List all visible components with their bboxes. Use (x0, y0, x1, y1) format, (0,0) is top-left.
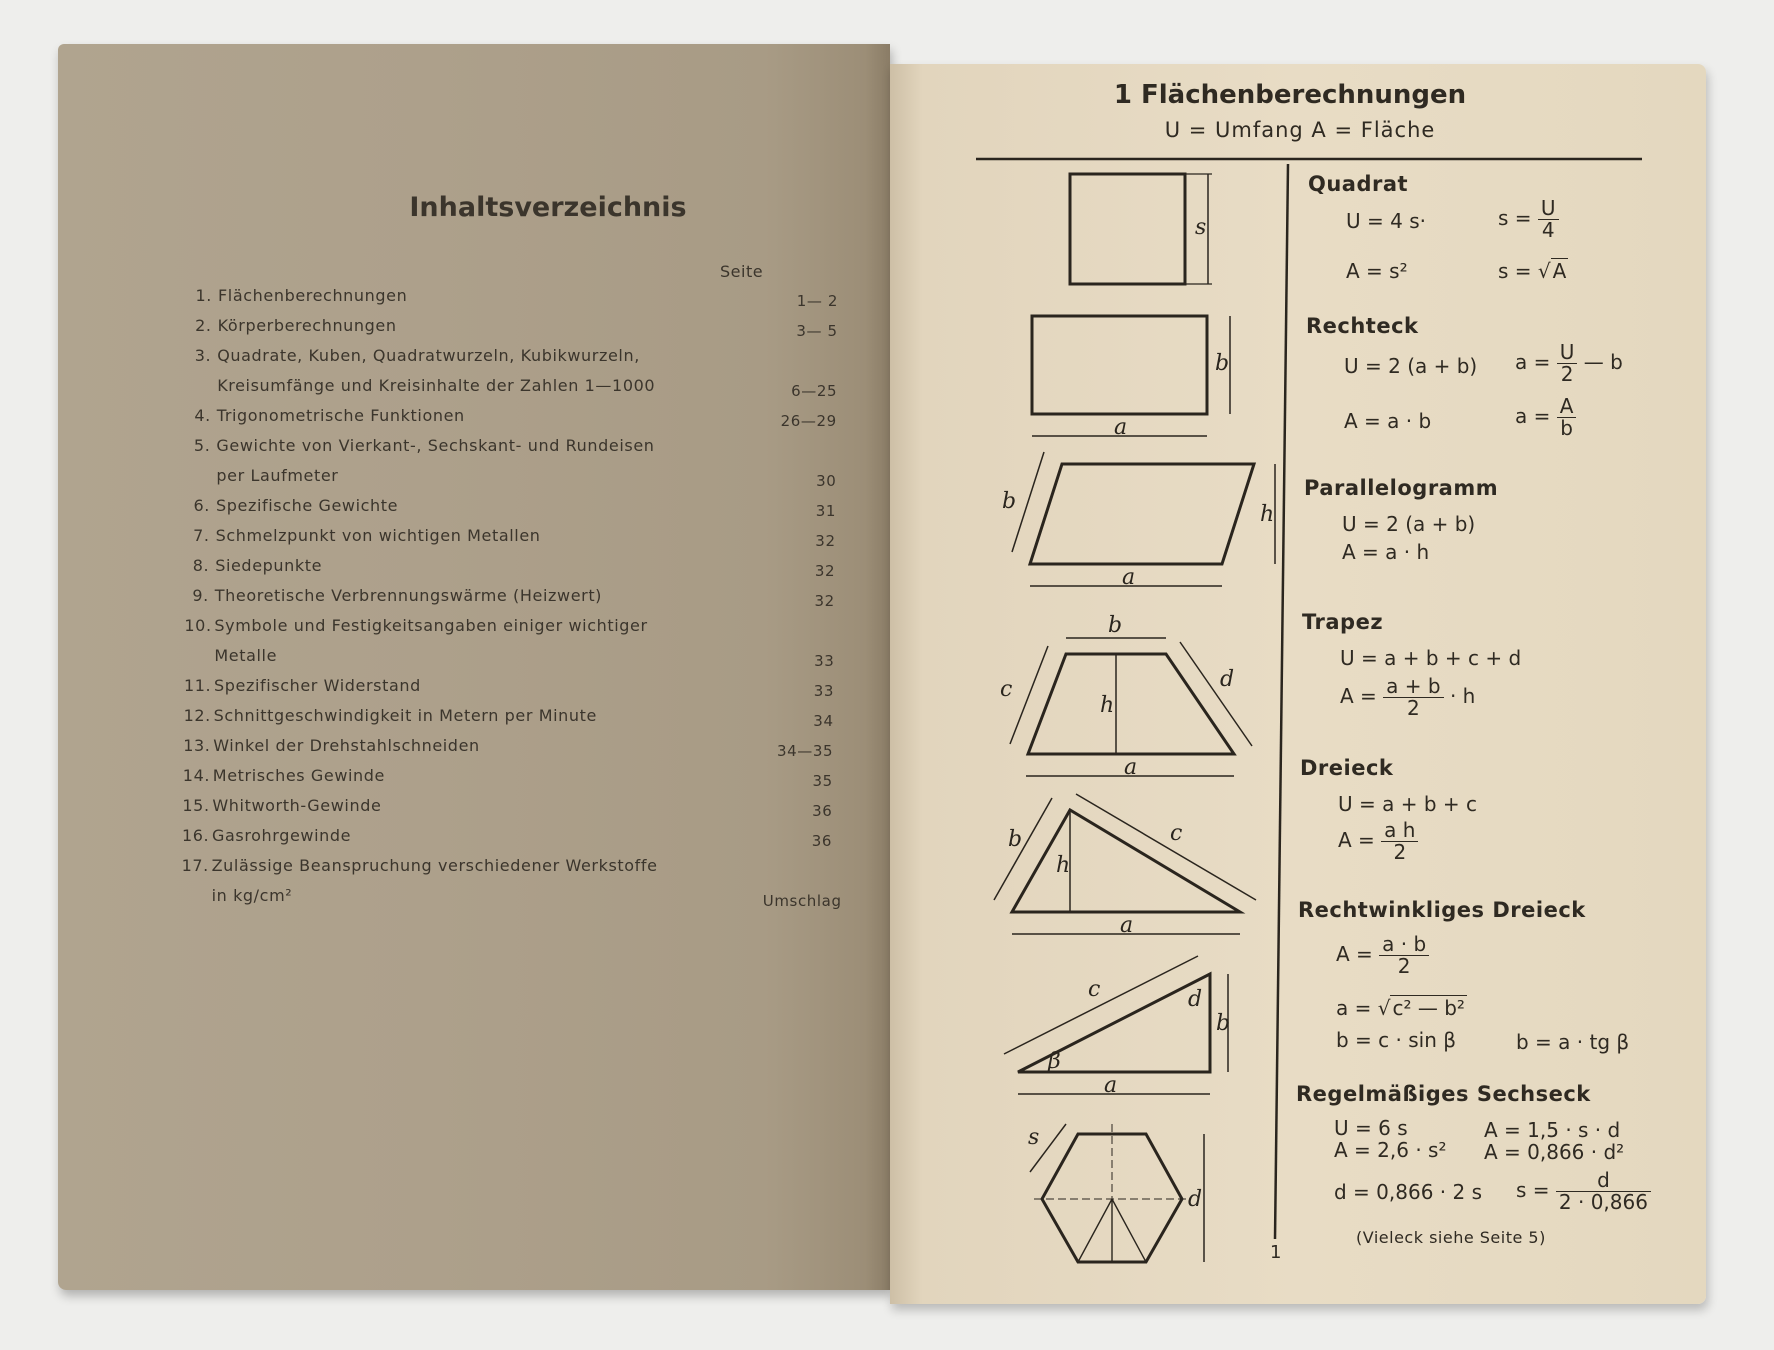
toc-entry-page: 33 (814, 652, 835, 670)
formula: A = $\frac{a \cdot b}{2}$ (1336, 934, 1429, 977)
formula: a = $\frac{U}{2}$ — b (1515, 340, 1623, 386)
toc-entry-text: 11. Spezifischer Widerstand (184, 676, 421, 695)
toc-entry (184, 676, 834, 706)
label-d: d (1188, 987, 1203, 1012)
toc-entry-text: 2. Körperberechnungen (188, 316, 838, 346)
toc-entry-number: 9. (192, 586, 209, 605)
dim-line (994, 798, 1052, 900)
toc-entry-text: 17. Zulässige Beanspruchung verschiedener Werkstoffe (181, 856, 658, 875)
dim-line (1076, 794, 1256, 900)
section-rechtwinklig-title: Rechtwinkliges Dreieck (1298, 898, 1586, 922)
label-c: c (1088, 977, 1101, 1002)
toc-entry-text: 4. Trigonometrische Funktionen (187, 406, 837, 436)
toc-entry-page: 3— 5 (796, 322, 838, 340)
dim-line (1010, 646, 1048, 744)
label-b: b (1216, 1011, 1231, 1036)
formula: U = a + b + c (1338, 792, 1478, 816)
toc-entry-number: 13. (183, 736, 211, 755)
formula: s = $\frac{d}{2 \cdot 0,866}$ (1516, 1170, 1651, 1213)
toc-entry-text: 6. Spezifische Gewichte (186, 496, 836, 526)
toc-entry-page: Umschlag (762, 892, 842, 910)
hex-inner (1078, 1199, 1112, 1262)
toc-entry (187, 406, 837, 436)
toc-entry-page: 26—29 (780, 412, 837, 430)
toc-entry-text: Kreisumfänge und Kreisinhalte der Zahlen 1—1000 (217, 376, 656, 395)
toc-entry-page: 32 (814, 562, 836, 580)
toc-entry-number: 2. (195, 316, 212, 335)
left-page (58, 44, 890, 1290)
toc-entry-page: 30 (816, 472, 837, 490)
toc-entry-page: 36 (811, 832, 832, 850)
toc-entry-number: 15. (182, 796, 210, 815)
formula: A = s² (1346, 259, 1408, 283)
toc-entry (182, 796, 832, 826)
toc-entry-number: 6. (193, 496, 210, 515)
toc-entry (184, 616, 834, 676)
formula: s = √ A (1498, 259, 1567, 283)
toc-entry-page: 6—25 (791, 382, 838, 400)
toc-entry-page: 32 (815, 532, 836, 550)
toc-entry (185, 586, 835, 616)
toc-entry-number: 7. (193, 526, 210, 545)
page-number: 1 (1270, 1242, 1282, 1263)
section-quadrat-title: Quadrat (1308, 172, 1409, 196)
toc-entry-page: 33 (813, 682, 834, 700)
right-triangle-shape (1018, 974, 1210, 1072)
toc-entry-page: 35 (812, 772, 833, 790)
label-s: s (1028, 1125, 1040, 1150)
section-dreieck-title: Dreieck (1300, 756, 1394, 780)
toc-entry-number: 1. (195, 286, 212, 305)
label-beta: β (1048, 1049, 1061, 1074)
toc-entry-number: 11. (184, 676, 212, 695)
label-b: b (1215, 351, 1230, 376)
toc-entry-number: 4. (194, 406, 211, 425)
toc-entry (185, 556, 835, 586)
label-b: b (1002, 489, 1017, 514)
toc-entry-text: 16. Gasrohrgewinde (182, 826, 352, 845)
formula: d = 0,866 · 2 s (1334, 1180, 1482, 1204)
rectangle-shape (1032, 316, 1207, 414)
toc-entry-page: 36 (812, 802, 833, 820)
label-h: h (1100, 693, 1115, 718)
hex-inner (1112, 1199, 1146, 1262)
label-d: d (1188, 1187, 1203, 1212)
formula: A = $\frac{\text{a h}}{2}$ (1338, 820, 1418, 863)
toc-entry-text: Metalle (214, 646, 278, 665)
toc-entry (187, 346, 837, 406)
toc-entry-text: 5. Gewichte von Vierkant-, Sechskant- und Rundeisen (186, 436, 836, 466)
page-subtitle: U = Umfang A = Fläche (1164, 118, 1436, 142)
toc-entry-text: 10. Symbole und Festigkeitsangaben einiger wichtiger (184, 616, 648, 635)
toc-entry (181, 856, 842, 916)
toc-entry-number: 3. (194, 346, 212, 365)
toc-entry-text: 3. Quadrate, Kuben, Quadratwurzeln, Kubikwurzeln, (187, 346, 837, 376)
toc-entry-text: in kg/cm² (211, 886, 293, 905)
trapezoid-shape (1028, 654, 1234, 754)
formula: A = 0,866 · d² (1484, 1140, 1625, 1164)
toc-entry-number: 5. (193, 436, 211, 455)
footnote: (Vieleck siehe Seite 5) (1356, 1228, 1546, 1247)
toc-entry (186, 526, 836, 556)
toc-entry (183, 766, 833, 796)
formula: U = a + b + c + d (1340, 646, 1522, 670)
label-h: h (1056, 853, 1071, 878)
parallelogram-shape (1030, 464, 1254, 564)
toc-entry-number: 8. (192, 556, 210, 575)
toc-entry-text: 8. Siedepunkte (185, 556, 835, 586)
toc-entry-page: 34 (813, 712, 834, 730)
toc-entry (183, 736, 833, 766)
toc-entry-text: 1. Flächenberechnungen (188, 286, 838, 316)
label-d: d (1220, 667, 1235, 692)
formula: b = c · sin β (1336, 1028, 1457, 1052)
toc-entry-number: 14. (182, 766, 211, 785)
square-shape (1070, 174, 1185, 284)
label-a: a (1120, 913, 1134, 938)
formula: a = √ c² — b² (1336, 996, 1465, 1020)
section-trapez-title: Trapez (1302, 610, 1384, 634)
toc-entry-page: 34—35 (777, 742, 834, 760)
toc-entry-number: 17. (181, 856, 209, 875)
formula: U = 2 (a + b) (1344, 354, 1478, 378)
formula: A = a · h (1342, 540, 1430, 564)
page-title: 1 Flächenberechnungen (1113, 80, 1467, 110)
toc-entry-text: 7. Schmelzpunkt von wichtigen Metallen (186, 526, 836, 556)
label-c: c (1170, 821, 1183, 846)
toc-entry-text: 13. Winkel der Drehstahlschneiden (183, 736, 480, 755)
label-a: a (1122, 565, 1136, 590)
formula: s = $\frac{U}{4}$ (1498, 198, 1559, 241)
toc-entry-page: 31 (815, 502, 836, 520)
label-c: c (1000, 677, 1013, 702)
label-h: h (1260, 502, 1275, 527)
toc-entry-page: 1— 2 (796, 292, 838, 310)
formula: A = 2,6 · s² (1334, 1138, 1447, 1162)
label-a: a (1114, 415, 1128, 440)
triangle-shape (1012, 810, 1240, 912)
formula: A = 1,5 · s · d (1484, 1118, 1621, 1142)
toc-entry (188, 316, 838, 346)
toc-entry (186, 436, 836, 496)
toc-entry-number: 12. (183, 706, 211, 725)
dim-line (1180, 642, 1252, 746)
toc-entry-text: 12. Schnittgeschwindigkeit in Metern per Minute (183, 706, 597, 725)
formula: A = a · b (1344, 409, 1432, 433)
toc-entry-number: 16. (182, 826, 210, 845)
formula: b = a · tg β (1516, 1030, 1630, 1054)
formula: U = 6 s (1334, 1116, 1408, 1140)
toc-entry-page: 32 (814, 592, 835, 610)
dim-line (1004, 956, 1198, 1054)
formula: a = $\frac{A}{b}$ (1515, 396, 1576, 439)
toc-entry-number: 10. (184, 616, 212, 635)
label-b: b (1108, 613, 1123, 638)
section-rechteck-title: Rechteck (1306, 314, 1419, 338)
formula: U = 4 s· (1346, 209, 1426, 233)
toc-title: Inhaltsverzeichnis (409, 192, 687, 223)
section-parallelogramm-title: Parallelogramm (1304, 476, 1499, 500)
toc-seite-header: Seite (720, 262, 764, 281)
section-sechseck-title: Regelmäßiges Sechseck (1296, 1082, 1591, 1106)
toc-entry-text: 14. Metrisches Gewinde (182, 766, 385, 785)
label-s: s (1195, 215, 1207, 240)
column-divider (1275, 164, 1288, 1239)
toc-entry (182, 826, 832, 856)
label-a: a (1104, 1073, 1118, 1098)
toc-entry-text: 15. Whitworth-Gewinde (182, 796, 382, 815)
formula: U = 2 (a + b) (1342, 512, 1476, 536)
toc-entry (188, 286, 838, 316)
toc-entry (184, 706, 834, 736)
formula: A = $\frac{a + b}{2}$ · h (1340, 674, 1476, 720)
toc-entry-text: 9. Theoretische Verbrennungswärme (Heizwert) (185, 586, 835, 616)
right-page (890, 64, 1706, 1304)
toc-entry (186, 496, 836, 526)
label-b: b (1008, 827, 1023, 852)
label-a: a (1124, 755, 1138, 780)
toc-entry-text: per Laufmeter (216, 466, 339, 485)
